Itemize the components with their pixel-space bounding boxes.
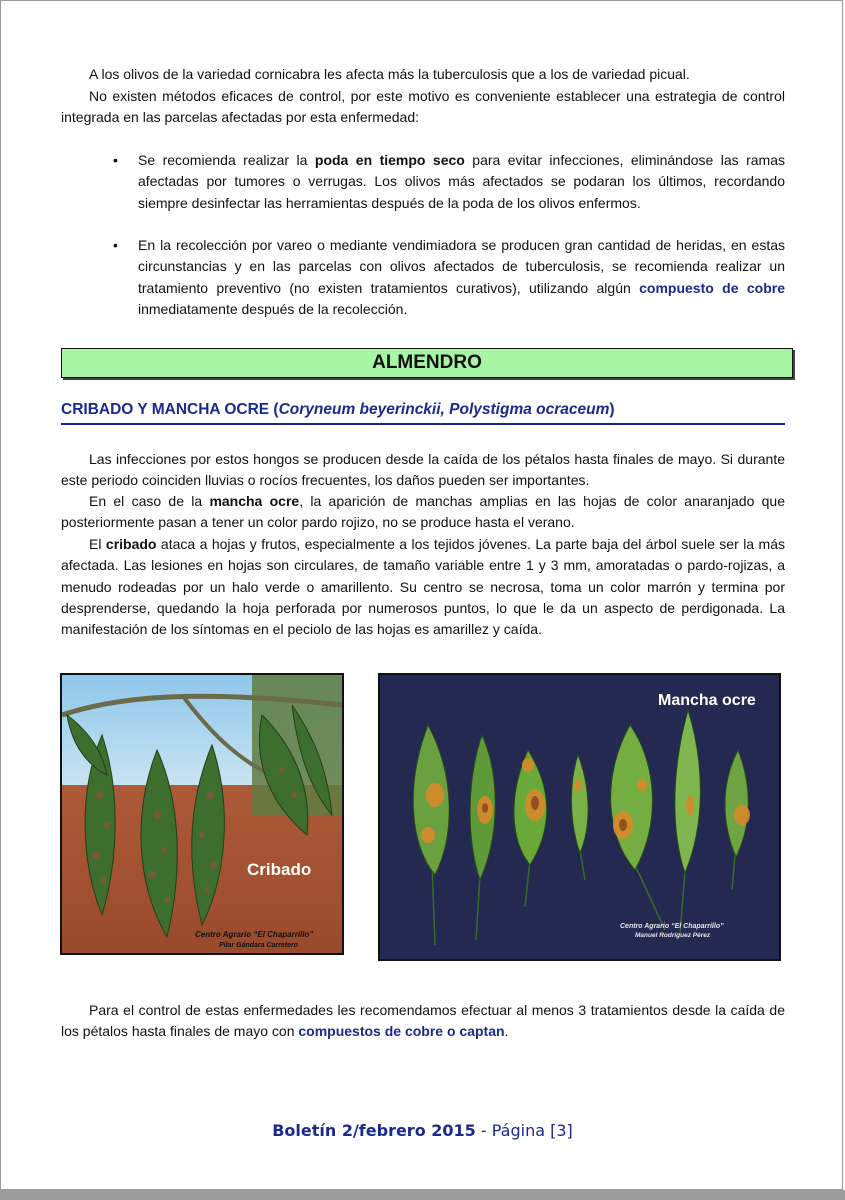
body-paragraph-2 — [61, 491, 785, 534]
cribado-credit-1: Centro Agrario “El Chaparrillo” — [195, 930, 314, 939]
bullet-2-post: inmediatamente después de la recolección. — [138, 300, 408, 317]
body-paragraph-1 — [61, 449, 785, 492]
footer-bulletin-title: Boletín 2/febrero 2015 — [272, 1121, 476, 1140]
disease-heading-species: Coryneum beyerinckii, Polystigma ocraceum — [278, 401, 610, 418]
list-item — [61, 150, 785, 214]
bullet-icon: • — [113, 152, 118, 168]
closing-bold: compuestos de cobre o captan — [298, 1023, 505, 1040]
cribado-label: Cribado — [247, 860, 312, 879]
bullet-2-pre: En la recolección por vareo o mediante vendimiadora se producen gran cantidad de heridas, en estas circunstancias y en las parcelas con olivos afectados de tuberculosis, se recomienda realizar un tratamiento preventivo (no existen tratamientos curativos), utilizando algún — [138, 237, 785, 296]
bullet-1-pre: Se recomienda realizar la — [138, 152, 315, 168]
body-p2-bold: mancha ocre — [209, 493, 300, 509]
intro-paragraph-2 — [61, 86, 785, 129]
mancha-ocre-credit-2: Manuel Rodríguez Pérez — [635, 932, 711, 939]
disease-heading-pre: CRIBADO Y MANCHA OCRE ( — [61, 401, 279, 418]
bullet-icon: • — [113, 237, 118, 253]
closing-paragraph — [61, 1000, 785, 1043]
page-footer — [0, 1121, 845, 1140]
mancha-ocre-illustration — [380, 675, 779, 959]
body-p3-bold: cribado — [105, 536, 157, 552]
body-p2-pre: En el caso de la — [89, 493, 210, 509]
section-title: ALMENDRO — [372, 352, 482, 373]
recommendation-list — [61, 150, 785, 214]
footer-separator: - — [475, 1121, 492, 1140]
body-paragraph-3 — [61, 534, 785, 640]
intro-line-2: No existen métodos eficaces de control, por este motivo es conveniente establecer una estrategia de control integrada en las parcelas afectadas por esta enfermedad: — [61, 88, 785, 126]
disease-heading — [61, 401, 785, 425]
mancha-ocre-credit-1: Centro Agrario “El Chaparrillo” — [620, 923, 724, 930]
bullet-1-post: para evitar infecciones, eliminándose las ramas afectadas por tumores o verrugas. Los olivos más afectados se podaran los últimos, recordando siempre desinfectar las herramientas después de la poda de los olivos enfermos. — [138, 152, 786, 211]
intro-line-1: A los olivos de la variedad cornicabra les afecta más la tuberculosis que a los de variedad picual. — [89, 66, 690, 82]
body-p1: Las infecciones por estos hongos se producen desde la caída de los pétalos hasta finales de mayo. Si durante este periodo coinciden lluvias o rocíos frecuentes, los daños pueden ser importantes. — [61, 451, 785, 489]
bullet-2-bold: compuesto de cobre — [639, 279, 785, 296]
cribado-credit-2: Pilar Gándara Carretero — [219, 942, 298, 949]
cribado-illustration — [62, 675, 342, 953]
closing-post: . — [504, 1023, 509, 1040]
list-item — [61, 235, 785, 320]
body-p3-pre: El — [89, 536, 106, 552]
recommendation-list-2 — [61, 235, 785, 320]
cribado-photo — [60, 673, 344, 955]
disease-heading-post: ) — [609, 401, 615, 418]
closing-pre: Para el control de estas enfermedades les recomendamos efectuar al menos 3 tratamientos desde la caída de los pétalos hasta finales de mayo con — [61, 1002, 785, 1040]
footer-page-number: Página [3] — [491, 1121, 573, 1140]
mancha-ocre-photo — [378, 673, 781, 961]
body-p3-post: ataca a hojas y frutos, especialmente a los tejidos jóvenes. La parte baja del árbol suele ser la más afectada. Las lesiones en hojas son circulares, de tamaño variable entre 1 y 3 mm, amoratadas o pardo-rojizas, a menudo rodeadas por un halo verde o amarillento. Su centro se necrosa, toma un color marrón y termina por desprenderse, quedando la hoja perforada por numerosos puntos, lo que le da un aspecto de perdigonada. La manifestación de los síntomas en el peciolo de las hojas es amarillez y caída. — [61, 536, 785, 638]
intro-paragraph-1 — [61, 64, 785, 85]
mancha-ocre-label: Mancha ocre — [658, 692, 756, 709]
bullet-1-bold: poda en tiempo seco — [314, 152, 465, 168]
page-bottom-strip — [0, 1190, 845, 1200]
section-banner — [61, 348, 793, 378]
body-p2-post: , la aparición de manchas amplias en las hojas de color anaranjado que posteriormente pasan a tener un color pardo rojizo, no se produce hasta el verano. — [61, 493, 785, 531]
